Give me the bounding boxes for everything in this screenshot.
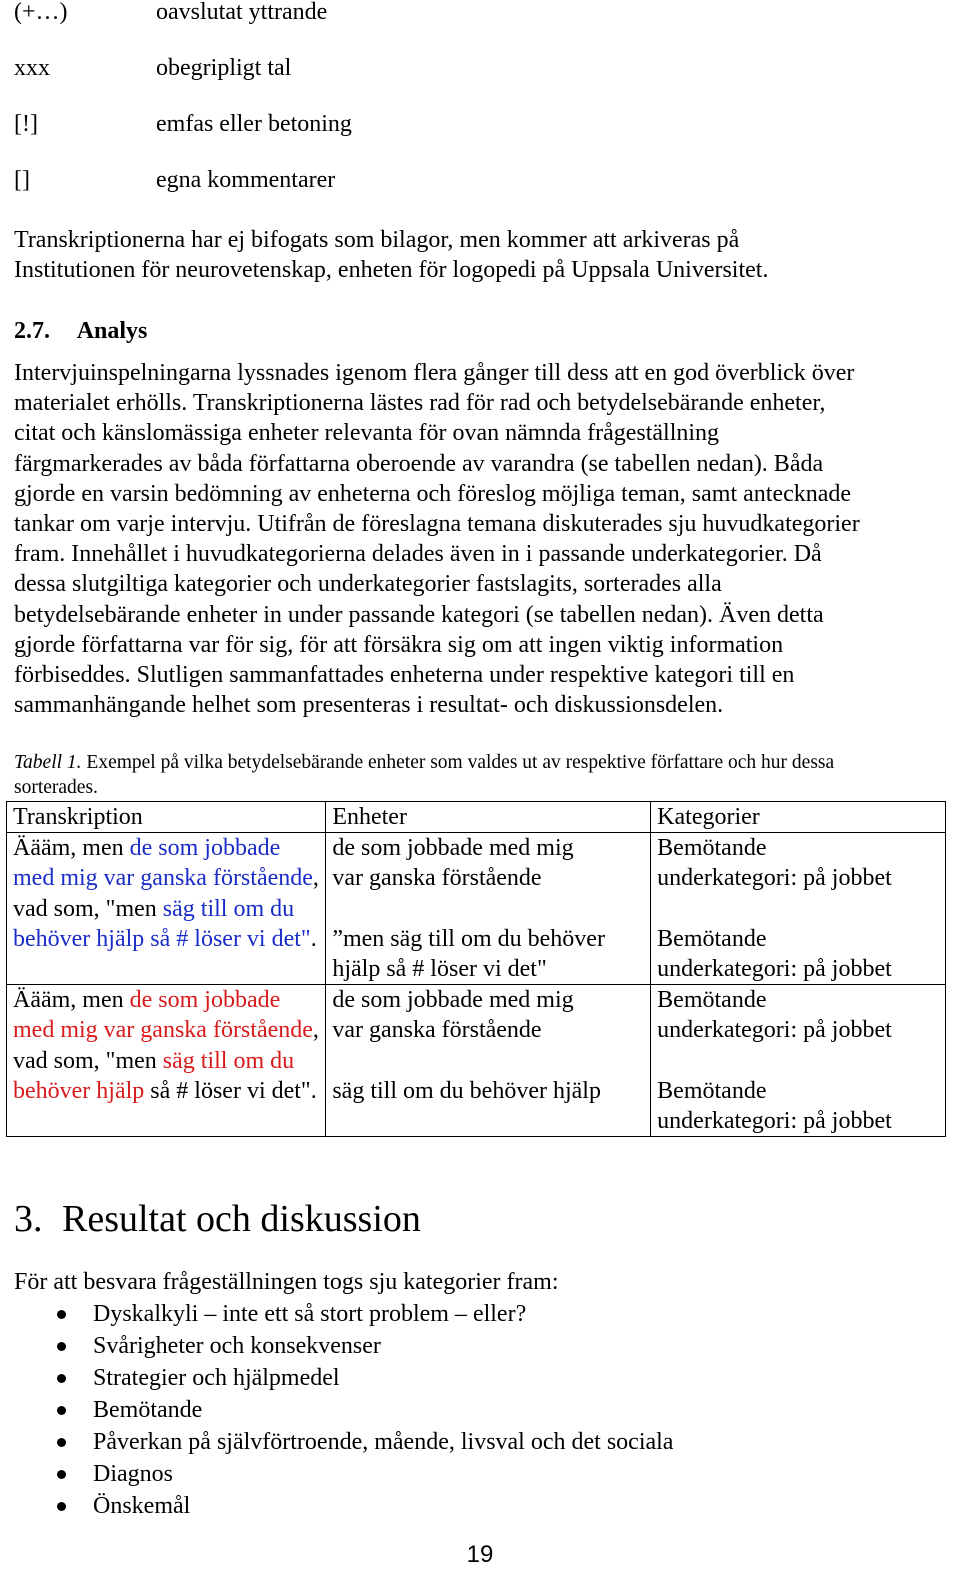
chapter-title: Resultat och diskussion <box>62 1198 421 1240</box>
section-heading <box>14 316 147 346</box>
transcript-text: Äääm, men <box>13 835 130 862</box>
highlight-author-2: de som jobbade med mig var ganska förstående <box>13 987 313 1044</box>
paragraph-line: dessa slutgiltiga kategorier och underkategorier fastslagits, sorterades alla <box>14 571 722 598</box>
highlight-author-2: säg till om du behöver hjälp <box>13 1047 295 1104</box>
paragraph-line: förbiseddes. Slutligen sammanfattades enheterna under respektive kategori till en <box>14 662 795 689</box>
list-item <box>0 1490 673 1522</box>
legend-description: oavslutat yttrande <box>156 0 328 25</box>
bullet-icon <box>57 1406 66 1415</box>
list-item <box>0 1298 673 1330</box>
table-header-row <box>7 802 946 833</box>
legend-description: emfas eller betoning <box>156 111 352 137</box>
list-item-text: Svårigheter och konsekvenser <box>93 1333 381 1359</box>
unit-line: hjälp så # löser vi det" <box>332 956 547 982</box>
transcript-text: , vad som, "men <box>13 1017 319 1074</box>
list-item-text: Diagnos <box>93 1461 173 1487</box>
categories-cell <box>651 985 946 1137</box>
unit-line: säg till om du behöver hjälp <box>332 1077 601 1104</box>
list-item-text: Önskemål <box>93 1493 191 1519</box>
categories-cell <box>651 833 946 985</box>
category-list <box>0 1298 673 1522</box>
bullet-icon <box>57 1374 66 1383</box>
paragraph-line: materialet erhölls. Transkriptionerna lästes rad för rad och betydelsebärande enheter, <box>14 390 826 417</box>
subcategory-line: underkategori: på jobbet <box>657 956 892 982</box>
caption-text: Exempel på vilka betydelsebärande enheter som valdes ut av respektive författare och hur dessa <box>81 752 835 773</box>
transcription-cell <box>7 985 326 1137</box>
paragraph-line: Intervjuinspelningarna lyssnades igenom flera gånger till dess att en god överblick över <box>14 360 855 386</box>
table-header-cell: Transkription <box>7 802 326 833</box>
paragraph-line: citat och känslomässiga enheter relevanta för ovan nämnda frågeställning <box>14 420 720 447</box>
list-item <box>0 1330 673 1362</box>
transcript-text: så # löser vi det". <box>144 1077 317 1104</box>
subcategory-line: underkategori: på jobbet <box>657 1017 892 1044</box>
table-row <box>7 833 946 985</box>
transcription-note <box>14 225 954 285</box>
caption-text: sorterades. <box>14 777 98 798</box>
unit-line: de som jobbade med mig <box>332 835 574 862</box>
paragraph-line: gjorde en varsin bedömning av enheterna och föreslog möjliga teman, samt antecknade <box>14 480 852 507</box>
bullet-icon <box>57 1342 66 1351</box>
paragraph-line: fram. Innehållet i huvudkategorierna delades även in i passande underkategorier. Då <box>14 541 822 568</box>
highlight-author-1: de som jobbade med mig var ganska förstående <box>13 835 313 892</box>
list-item-text: Bemötande <box>93 1397 203 1423</box>
chapter-number: 3. <box>14 1198 43 1240</box>
bullet-icon <box>57 1438 66 1447</box>
legend-symbol: (+…) <box>14 0 68 25</box>
section-number: 2.7. <box>14 318 50 344</box>
caption-label: Tabell 1. <box>14 752 82 773</box>
section-title: Analys <box>76 318 148 344</box>
chapter-heading <box>14 1196 421 1242</box>
list-item <box>0 1458 673 1490</box>
highlight-author-1: säg till om du behöver hjälp så # löser vi det" <box>13 895 311 952</box>
paragraph-line: sammanhängande helhet som presenteras i resultat- och diskussionsdelen. <box>14 692 724 719</box>
list-item <box>0 1426 673 1458</box>
category-line: Bemötande <box>657 1077 767 1104</box>
paragraph-line: Transkriptionerna har ej bifogats som bilagor, men kommer att arkiveras på <box>14 227 740 253</box>
list-item-text: Dyskalkyli – inte ett så stort problem – eller? <box>93 1301 527 1327</box>
paragraph-line: tankar om varje intervju. Utifrån de föreslagna temana diskuterades sju huvudkategorier <box>14 511 860 538</box>
unit-line: de som jobbade med mig <box>332 987 574 1014</box>
legend-symbol: xxx <box>14 55 50 81</box>
transcript-text: , vad som, "men <box>13 865 319 922</box>
results-intro: För att besvara frågeställningen togs sju kategorier fram: <box>14 1269 559 1295</box>
analysis-table <box>6 801 946 1137</box>
transcript-text: . <box>310 925 317 952</box>
legend-description: obegripligt tal <box>156 55 292 81</box>
list-item <box>0 1394 673 1426</box>
subcategory-line: underkategori: på jobbet <box>657 1108 892 1134</box>
category-line: Bemötande <box>657 835 767 862</box>
table-header-cell: Kategorier <box>651 802 946 833</box>
paragraph-line: gjorde författarna var för sig, för att försäkra sig om att ingen viktig information <box>14 631 784 658</box>
paragraph-line: betydelsebärande enheter in under passande kategori (se tabellen nedan). Även detta <box>14 601 824 628</box>
legend-symbol: [] <box>14 167 30 193</box>
list-item-text: Strategier och hjälpmedel <box>93 1365 340 1391</box>
category-line: Bemötande <box>657 987 767 1014</box>
transcript-text: Äääm, men <box>13 987 130 1014</box>
transcription-cell <box>7 833 326 985</box>
subcategory-line: underkategori: på jobbet <box>657 865 892 892</box>
unit-line: var ganska förstående <box>332 1017 542 1044</box>
legend-symbol: [!] <box>14 111 38 137</box>
paragraph-line: Institutionen för neurovetenskap, enheten för logopedi på Uppsala Universitet. <box>14 257 769 284</box>
page-number: 19 <box>466 1541 494 1568</box>
table-caption <box>14 750 954 800</box>
units-cell <box>326 985 651 1137</box>
bullet-icon <box>57 1310 66 1319</box>
legend-description: egna kommentarer <box>156 167 336 193</box>
bullet-icon <box>57 1502 66 1511</box>
analysis-paragraph <box>14 358 954 720</box>
list-item-text: Påverkan på självförtroende, mående, livsval och det sociala <box>93 1429 674 1455</box>
units-cell <box>326 833 651 985</box>
paragraph-line: färgmarkerades av båda författarna oberoende av varandra (se tabellen nedan). Båda <box>14 450 824 477</box>
table-header-cell: Enheter <box>326 802 651 833</box>
bullet-icon <box>57 1470 66 1479</box>
list-item <box>0 1362 673 1394</box>
unit-line: var ganska förstående <box>332 865 542 892</box>
table-row <box>7 985 946 1137</box>
unit-line: ”men säg till om du behöver <box>332 925 605 952</box>
category-line: Bemötande <box>657 925 767 952</box>
